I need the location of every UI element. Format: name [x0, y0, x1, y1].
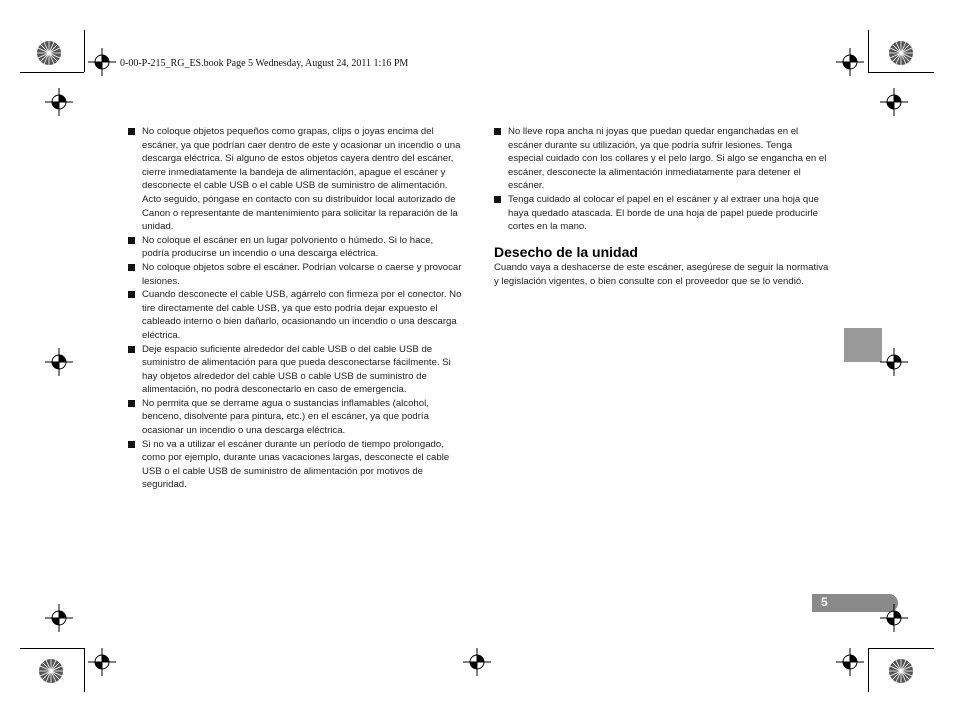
- registration-mark-icon: [88, 648, 116, 676]
- registration-mark-icon: [880, 348, 908, 376]
- bullet-item: [128, 438, 463, 492]
- crop-line: [868, 30, 869, 72]
- bullet-square-icon: [494, 128, 501, 135]
- registration-mark-icon: [880, 604, 908, 632]
- bullet-text: Si no va a utilizar el escáner durante un período de tiempo prolongado, como por ejemplo, durante unas vacaciones largas, desconecte el cable USB o el cable USB de suministro de alimentación por motivos de seguridad.: [142, 438, 450, 491]
- chapter-thumb-tab: [844, 328, 882, 362]
- crop-line: [868, 648, 869, 692]
- bullet-text: Deje espacio suficiente alrededor del cable USB o del cable USB de suministro de alimentación para que pueda desconectarse fácilmente. Si hay objetos alrededor del cable USB o cable USB de suministro de alimentación, no podrá desconectarlo en caso de emergencia.: [142, 343, 451, 396]
- bullet-square-icon: [494, 196, 501, 203]
- bullet-text: No coloque el escáner en un lugar polvoriento o húmedo. Si lo hace, podría producirse un incendio o una descarga eléctrica.: [142, 234, 434, 260]
- bullet-item: [128, 261, 463, 288]
- bullet-text: No coloque objetos sobre el escáner. Podrían volcarse o caerse y provocar lesiones.: [142, 261, 462, 287]
- bullet-square-icon: [128, 441, 135, 448]
- left-column: [128, 125, 463, 492]
- crop-line: [20, 648, 84, 649]
- page-number: 5: [821, 595, 828, 609]
- registration-mark-icon: [45, 88, 73, 116]
- bullet-square-icon: [128, 346, 135, 353]
- registration-mark-icon: [836, 648, 864, 676]
- starburst-target-icon: [36, 40, 62, 66]
- bullet-item: [128, 125, 463, 234]
- starburst-target-icon: [888, 658, 914, 684]
- running-head: 0-00-P-215_RG_ES.book Page 5 Wednesday, August 24, 2011 1:16 PM: [120, 58, 409, 69]
- registration-mark-icon: [836, 48, 864, 76]
- bullet-item: [128, 343, 463, 397]
- section-heading: Desecho de la unidad: [494, 243, 638, 260]
- bullet-square-icon: [128, 264, 135, 271]
- bullet-square-icon: [128, 128, 135, 135]
- starburst-target-icon: [888, 40, 914, 66]
- bullet-item: [128, 234, 463, 261]
- right-column: [494, 125, 829, 289]
- registration-mark-icon: [463, 648, 491, 676]
- bullet-square-icon: [128, 400, 135, 407]
- bullet-item: [128, 288, 463, 342]
- starburst-target-icon: [38, 658, 64, 684]
- registration-mark-icon: [880, 88, 908, 116]
- registration-mark-icon: [45, 348, 73, 376]
- crop-line: [20, 72, 84, 73]
- bullet-text: No coloque objetos pequeños como grapas, clips o joyas encima del escáner, ya que podrían caer dentro de este y ocasionar un incendio o una descarga eléctrica. Si alguno de estos objetos cayera dentro del escáner, cierre inmediatamente la bandeja de alimentación, apague el escáner y desconecte el cable USB o el cable USB de suministro de alimentación. Acto seguido, póngase en contacto con su distribuidor local autorizado de Canon o representante de mantenimiento para solicitar la reparación de la unidad.: [142, 126, 461, 233]
- bullet-item: [494, 193, 829, 234]
- registration-mark-icon: [88, 48, 116, 76]
- crop-line: [84, 30, 85, 72]
- section-body: Cuando vaya a deshacerse de este escáner, asegúrese de seguir la normativa y legislación vigentes, o bien consulte con el proveedor que se lo vendió.: [494, 262, 829, 287]
- bullet-text: Tenga cuidado al colocar el papel en el escáner y al extraer una hoja que haya quedado atascada. El borde de una hoja de papel puede producirle cortes en la mano.: [508, 193, 819, 233]
- bullet-text: Cuando desconecte el cable USB, agárrelo con firmeza por el conector. No tire directamente del cable USB, ya que esto podría dejar expuesto el cableado interno o bien dañarlo, ocasionando un incendio o una descarga eléctrica.: [142, 289, 462, 341]
- bullet-square-icon: [128, 291, 135, 298]
- registration-mark-icon: [45, 604, 73, 632]
- bullet-item: [494, 125, 829, 193]
- bullet-text: No permita que se derrame agua o sustancias inflamables (alcohol, benceno, disolvente para pintura, etc.) en el escáner, ya que podría ocasionar un incendio o una descarga eléctrica.: [142, 397, 429, 437]
- crop-line: [868, 72, 934, 73]
- crop-line: [868, 648, 934, 649]
- bullet-square-icon: [128, 237, 135, 244]
- bullet-text: No lleve ropa ancha ni joyas que puedan quedar enganchadas en el escáner durante su utilización, ya que podría sufrir lesiones. Tenga especial cuidado con los collares y el pelo largo. Si algo se engancha en el escáner, desconecte la alimentación inmediatamente para detener el escáner.: [508, 126, 827, 192]
- bullet-item: [128, 397, 463, 438]
- crop-line: [84, 648, 85, 692]
